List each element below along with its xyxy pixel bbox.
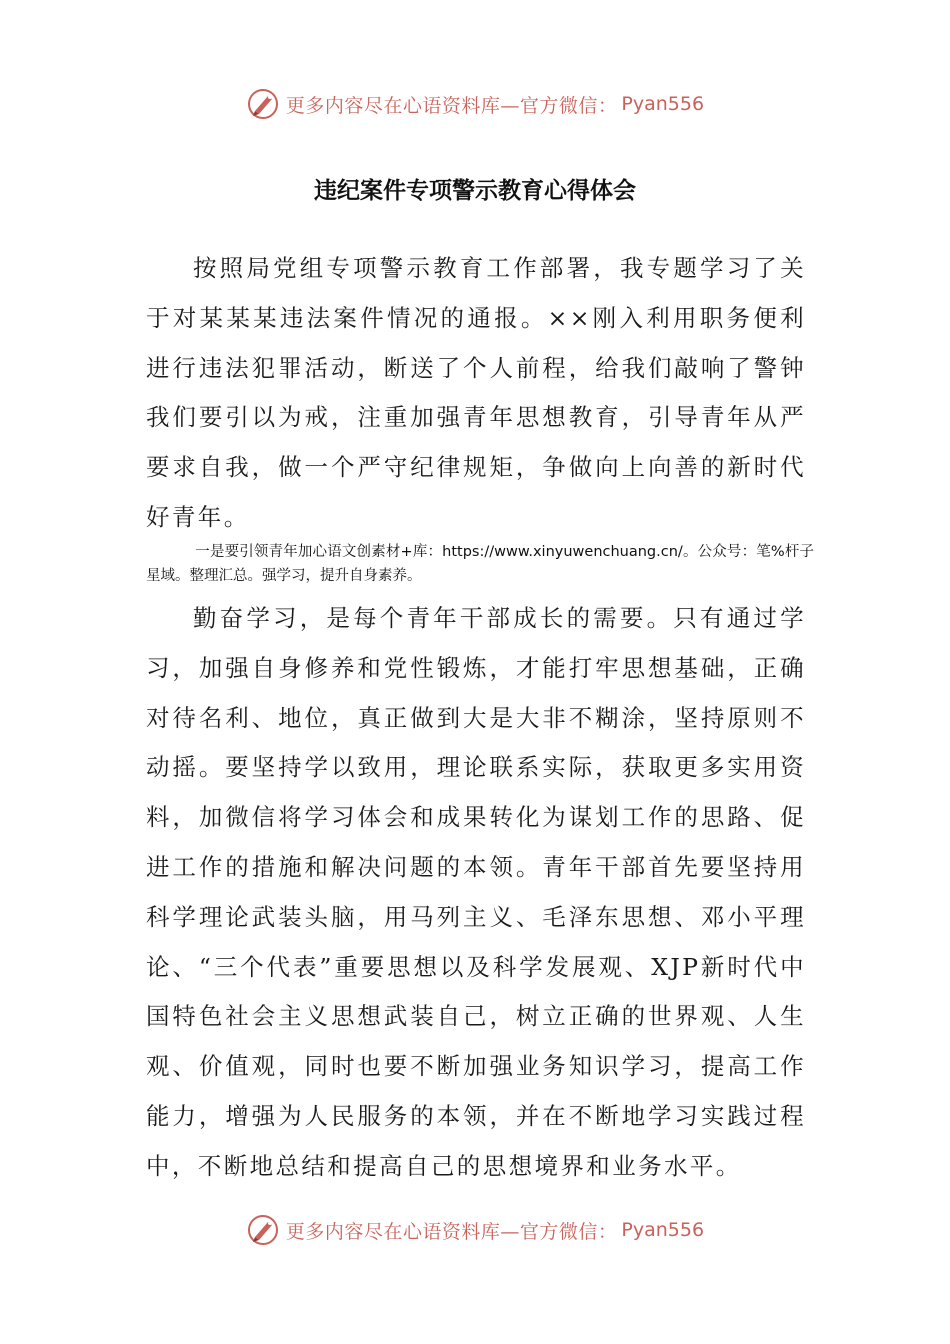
- paragraph-intro: 按照局党组专项警示教育工作部署，我专题学习了关于对某某某违法案件情况的通报。××刚入利用职务便利进行违法犯罪活动，断送了个人前程，给我们敲响了警钟我们要引以为戒，注重加强青年思想教育，引导青年从严要求自我，做一个严守纪律规矩，争做向上向善的新时代好青年。: [146, 254, 806, 531]
- pen-logo-icon: [246, 87, 280, 121]
- pen-logo-icon: [246, 1213, 280, 1247]
- watermark-wechat-id: Pyan556: [621, 93, 705, 115]
- document-title: 违纪案件专项警示教育心得体会: [314, 178, 636, 204]
- paragraph-study: 勤奋学习，是每个青年干部成长的需要。只有通过学习，加强自身修养和党性锻炼，才能打牢思想基础，正确对待名利、地位，真正做到大是大非不糊涂，坚持原则不动摇。要坚持学以致用，理论联系实际，获取更多实用资料，加微信将学习体会和成果转化为谋划工作的思路、促进工作的措施和解决问题的本领。青年干部首先要坚持用科学理论武装头脑，用马列主义、毛泽东思想、邓小平理论、“三个代表”重要思想以及科学发展观、XJP新时代中国特色社会主义思想武装自己，树立正确的世界观、人生观、价值观，同时也要不断加强业务知识学习，提高工作能力，增强为人民服务的本领，并在不断地学习实践过程中，不断地总结和提高自己的思想境界和业务水平。: [146, 604, 806, 1180]
- watermark-wechat-id: Pyan556: [621, 1219, 705, 1241]
- watermark-text: 更多内容尽在心语资料库—官方微信：: [285, 94, 618, 117]
- watermark-text: 更多内容尽在心语资料库—官方微信：: [285, 1220, 618, 1243]
- header-watermark: [0, 84, 950, 124]
- footer-watermark: [0, 1210, 950, 1250]
- paragraph-point-one: 一是要引领青年加心语文创素材+库：https://www.xinyuwenchuang.cn/。公众号：笔%杆子星域。整理汇总。强学习，提升自身素养。: [146, 544, 814, 584]
